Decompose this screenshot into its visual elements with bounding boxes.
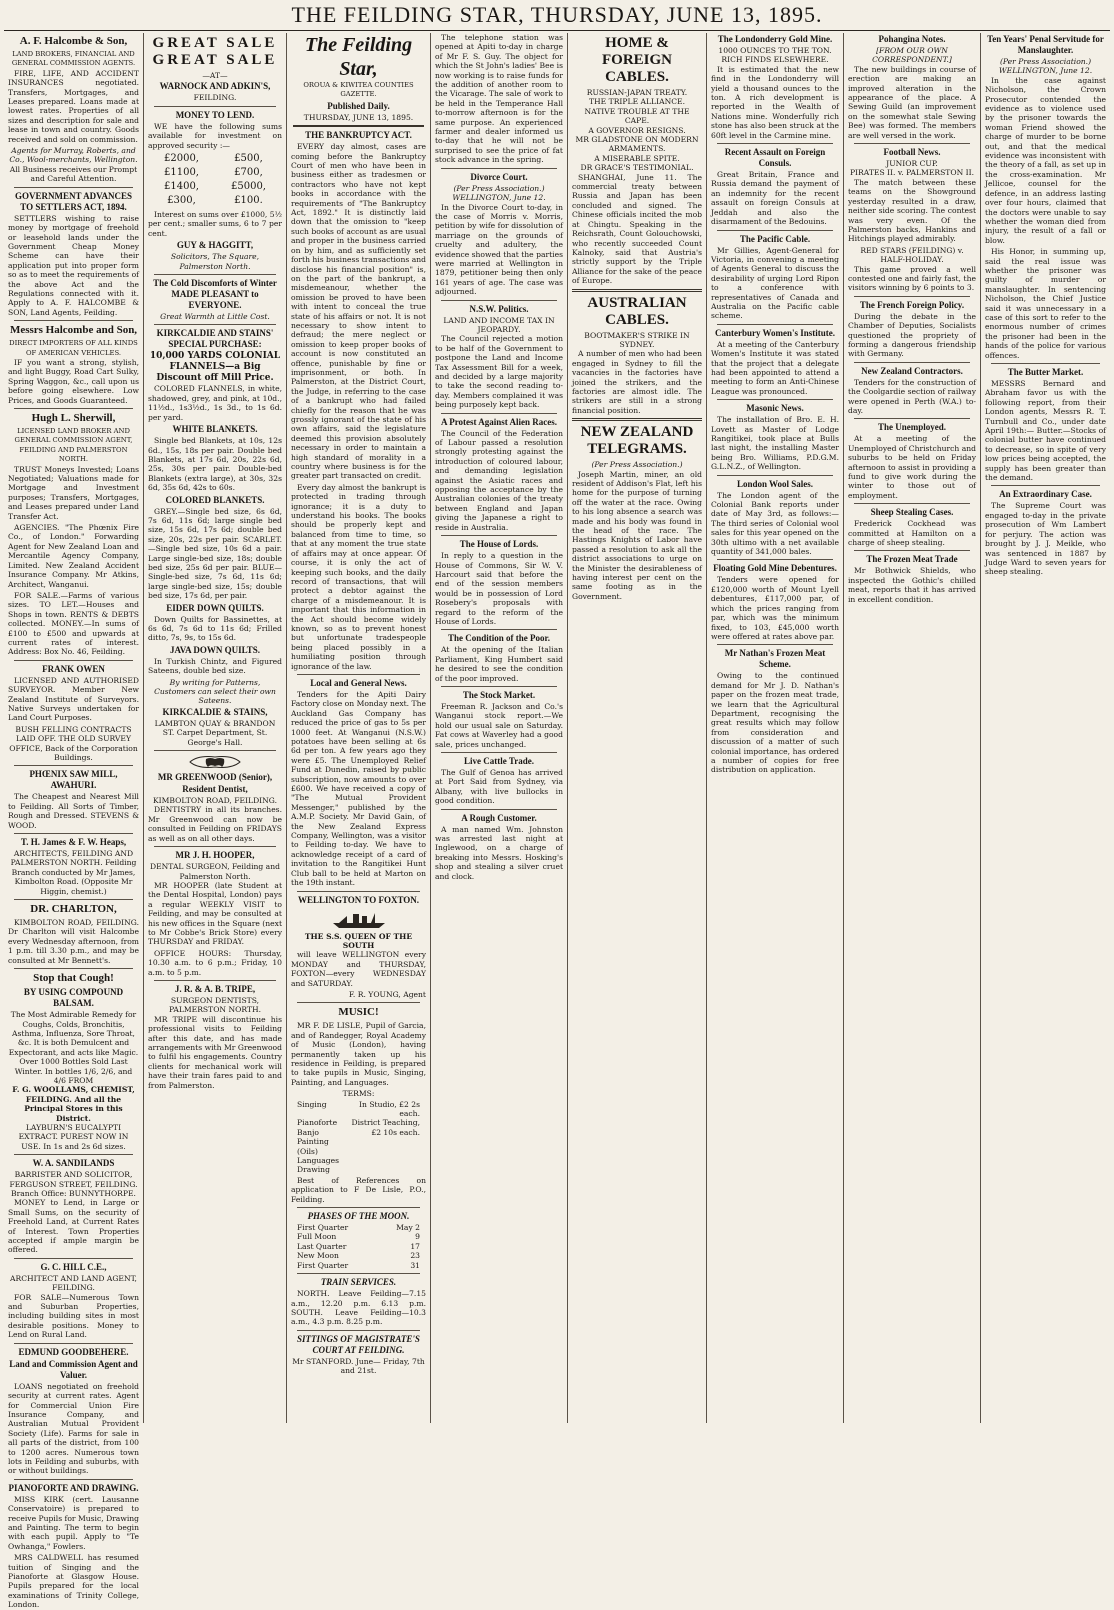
ad-sawmill-body: The Cheapest and Nearest Mill to Feilding. All Sorts of Timber, Rough and Dressed. STEVENS & WOOD.	[8, 792, 139, 830]
lend-interest: Interest on sums over £1000, 5½ per cent.; smaller sums, 6 to 7 per cent.	[148, 210, 282, 238]
football-body-2: This game proved a well contested one and fairly fast, the visitors winning by 6 points to 3.	[848, 264, 976, 293]
local-news-cont: The telephone station was opened at Apiti to-day in charge of Mr F. S. Guy. The object for which the St John's ladies' Bee is now working is to raise funds for the addition of another room to the Vicarage. The sale of work to be held in the Temperance Hall to-morrow afternoon is for the same purpose. An experienced farmer and dealer informed us to-day that he will not be surprised to see the price of fat stock advance in the spring.	[435, 33, 563, 165]
divider	[14, 660, 133, 661]
terms-cell: Banjo	[297, 1127, 319, 1137]
ad-halcombe-sub: LAND BROKERS, FINANCIAL AND GENERAL COMMISSION AGENTS.	[11, 50, 136, 68]
divider	[441, 300, 557, 301]
moon-cell: 17	[410, 1241, 420, 1251]
divider	[154, 846, 276, 847]
penal-title: Ten Years' Penal Servitude for Manslaughter.	[987, 34, 1104, 55]
column-1	[4, 33, 144, 1610]
ad-vehicles-sub: DIRECT IMPORTERS OF ALL KINDS OF AMERICAN VEHICLES.	[9, 339, 138, 357]
pohangina-source: [FROM OUR OWN CORRESPONDENT.]	[872, 46, 952, 65]
australian-body: A number of men who had been engaged in Sydney to fill the vacancies in the factories have joined the strikers, and the factories are almost idle. The strikers are still in a strong financial position.	[572, 349, 702, 415]
divider	[297, 1330, 420, 1331]
ad-halcombe-agent: Agents for Murray, Roberts, and Co., Wool-merchants, Wellington.	[9, 146, 138, 165]
lend-sums	[148, 152, 282, 208]
cw-body: At a meeting of the Canterbury Women's Institute it was stated that the project that a delegate had been appointed to attend a meeting to form an Anti-Chinese League was pronounced.	[711, 339, 839, 396]
ad-goodbehere-title: EDMUND GOODBEHERE.	[18, 1346, 129, 1357]
ad-architects-body: ARCHITECTS, FEILDING AND PALMERSTON NORTH. Feilding Branch conducted by Mr James, Kimbolton Road. (Opposite Mr Higgin, chemist.)	[10, 849, 137, 896]
kirkcaldie2-sub: LAMBTON QUAY & BRANDON ST. Carpet Department, St. George's Hall.	[154, 718, 276, 747]
nsw-sub: LAND AND INCOME TAX IN JEOPARDY.	[443, 315, 555, 334]
java-quilts-title: JAVA DOWN QUILTS.	[169, 644, 261, 655]
great-sale-title: GREAT SALE GREAT SALE	[152, 35, 278, 68]
ship-name: THE S.S. QUEEN OF THE SOUTH	[304, 931, 413, 950]
music-terms: TERMS:	[342, 1089, 375, 1099]
column-6	[707, 33, 844, 1423]
train-title: TRAIN SERVICES.	[320, 1277, 397, 1288]
terms-cell: Painting (Oils)	[297, 1137, 329, 1156]
lend-sum: £100.	[234, 195, 263, 207]
lords-title: The House of Lords.	[459, 539, 539, 550]
divorce-body: In the Divorce Court to-day, in the case of Morris v. Morris, petition by wife for dissolution of marriage on the grounds of cruelty and adultery, the evidence showed that the parties were married at Wellington in 1879, petitioner being then only 161 years of age. The case was adjourned.	[435, 202, 563, 297]
guy-haggitt-sub: Solicitors, The Square, Palmerston North.	[170, 252, 260, 271]
column-7	[844, 33, 981, 1423]
divider	[717, 143, 833, 144]
column-3	[287, 33, 431, 1423]
rough-body: A man named Wm. Johnston was arrested last night at Inglewood, on a charge of breaking into Messrs. Hosking's shop and stealing a silver cruet and clock.	[435, 824, 563, 881]
divider	[854, 503, 970, 504]
contractors-title: New Zealand Contractors.	[861, 365, 963, 376]
ad-owen-body: LICENSED AND AUTHORISED SURVEYOR. Member New Zealand Institute of Surveyors. Native Surveys undertaken for Land Court Purposes.	[8, 675, 139, 723]
terms-cell	[339, 1165, 420, 1174]
divider	[14, 899, 133, 900]
masonic-body: The installation of Bro. E. H. Lovett as Master of Lodge Rangitikei, took place at Bulls last night, the installing Master being Bro. Williams, P.D.G.M. G.L.N.Z., of Wellington.	[711, 415, 839, 472]
greenwood-sub: Resident Dentist,	[182, 784, 248, 795]
train-body: NORTH. Leave Feilding—7.15 a.m., 12.20 p.m. 6.13 p.m. SOUTH. Leave Feilding—10.3 a.m., 4.3 p.m. 8.25 p.m.	[291, 1289, 426, 1327]
pohangina-title: Pohangina Notes.	[878, 34, 946, 44]
hooper-hours: OFFICE HOURS: Thursday, 10.30 a.m. to 6 p.m.; Friday, 10 a.m. to 5 p.m.	[148, 948, 282, 977]
divider	[297, 1207, 420, 1208]
divider	[441, 809, 557, 810]
ad-charlton-title: DR. CHARLTON,	[30, 903, 117, 916]
float-body: Tenders were opened for £120,000 worth of Mount Lyell debentures, £117,000 par, of which the prices ranging from par, which was the minimum fixed, to 103, £45,000 worth were offered at rates above par.	[711, 575, 839, 641]
court-body: Mr STANFORD. June— Friday, 7th and 21st.	[292, 1356, 425, 1376]
cable-head: NATIVE TROUBLE AT THE CAPE.	[584, 106, 690, 126]
terms-cell	[339, 1156, 420, 1165]
divider	[854, 296, 970, 297]
wool-title: London Wool Sales.	[736, 478, 814, 489]
stock-title: The Stock Market.	[462, 689, 536, 700]
greenwood-addr: KIMBOLTON ROAD, FEILDING.	[152, 796, 278, 806]
ad-owen-foot: BUSH FELLING CONTRACTS LAID OFF. THE OLD SURVEY OFFICE, Back of the Corporation Buildings.	[9, 724, 138, 762]
cable-head: THE TRIPLE ALLIANCE.	[588, 97, 685, 107]
issue-date: THURSDAY, JUNE 13, 1895.	[303, 112, 414, 122]
australian-sub: BOOTMAKER'S STRIKE IN SYDNEY.	[584, 330, 690, 349]
sailings-title: WELLINGTON TO FOXTON.	[297, 894, 420, 905]
money-to-lend-title: MONEY TO LEND.	[175, 109, 255, 120]
eider-quilts-body: Down Quilts for Bassinettes, at 6s 6d, 7s 6d to 11s 6d; Frilled ditto, 7s, 9s, to 15s 6d.	[148, 614, 282, 643]
tripe-title: J. R. & A. B. TRIPE,	[174, 983, 256, 994]
divider	[854, 362, 970, 363]
divider	[441, 629, 557, 630]
pacific-body: Mr Gillies, Agent-General for Victoria, in convening a meeting of Agents General to discuss the desirability of urging Lord Ripon to a conference with representatives of Canada and Australia on the Pacific cable scheme.	[711, 245, 839, 321]
divider	[854, 418, 970, 419]
column-4	[431, 33, 568, 1423]
ad-hill-body: FOR SALE—Numerous Town and Suburban Properties, including building sites in most desirable positions. Money to Lend on Rural Land.	[8, 1292, 139, 1340]
ad-sherwill-body: TRUST Moneys Invested; Loans Negotiated; Valuations made for Mortgage and Investment purposes; Transfers, Mortgages, and Leases prepared under Land Transfer Act.	[8, 464, 139, 521]
sheep-title: Sheep Stealing Cases.	[870, 507, 954, 518]
divider	[854, 143, 970, 144]
ad-cough-title: Stop that Cough!	[33, 972, 114, 985]
java-quilts-body: In Turkish Chintz, and Figured Sateens, double bed size.	[148, 656, 282, 676]
divider	[441, 686, 557, 687]
divider	[14, 765, 133, 766]
extraordinary-title: An Extraordinary Case.	[999, 489, 1092, 500]
poor-body: At the opening of the Italian Parliament, King Humbert said he desired to see the condition of the poor improved.	[435, 645, 563, 683]
cw-title: Canterbury Women's Institute.	[714, 327, 836, 338]
ad-sandilands-body: BARRISTER AND SOLICITOR, FERGUSON STREET, FEILDING. Branch Office: BUNNYTHORPE.	[9, 1170, 138, 1198]
sheep-body: Frederick Cockhead was committed at Hamilton on a charge of sheep stealing.	[848, 519, 976, 548]
ad-halcombe-foot: All Business receives our Prompt and Careful Attention.	[9, 164, 138, 184]
ad-owen-title: FRANK OWEN	[42, 663, 105, 674]
divider	[572, 289, 702, 292]
money-to-lend-body: WE have the following sums available for investment on approved security :—	[148, 121, 282, 150]
kirkcaldie-big: 10,000 YARDS COLONIAL FLANNELS—a Big Discount off Mill Price.	[149, 351, 281, 384]
ad-architects-title: T. H. James & F. W. Heaps,	[20, 837, 127, 848]
frozen-body: Mr Bothwick Shields, who inspected the Gothic's chilled meat, reports that it has arrived in excellent condition.	[848, 566, 976, 604]
winter-sub: Great Warmth at Little Cost.	[160, 312, 270, 322]
ad-halcombe-title: A. F. Halcombe & Son,	[19, 35, 128, 47]
ad-sawmill-title: PHŒNIX SAW MILL, AWAHURI.	[29, 769, 118, 791]
divider	[14, 1343, 133, 1344]
divider	[14, 1479, 133, 1480]
masthead: THE FEILDING STAR, THURSDAY, JUNE 13, 1895.	[291, 2, 823, 27]
unemployed-title: The Unemployed.	[877, 422, 946, 433]
great-sale-place: FEILDING.	[193, 93, 237, 103]
music-title: MUSIC!	[338, 1006, 379, 1019]
eider-quilts-title: EIDER DOWN QUILTS.	[166, 602, 264, 613]
divider	[154, 106, 276, 107]
penal-body: In the case against Nicholson, the Crown Prosecutor contended the evidence as to violence used by the prisoner towards the woman Friend showed the charge of murder to be borne out, and that the medical evidence was inconsistent with the theory of a fall, as set up in the cross-examination. Mr Jellicoe, counsel for the defence, in an address lasting over four hours, claimed that the doctors were unable to say whether the woman died from injury, the result of a fall or blow.	[985, 75, 1106, 245]
divider	[14, 1154, 133, 1155]
ad-sherwill-sub: LICENSED LAND BROKER AND GENERAL COMMISSION AGENT, FEILDING AND PALMERSTON NORTH.	[14, 427, 133, 464]
divider	[154, 324, 276, 325]
moon-cell: Last Quarter	[297, 1241, 347, 1251]
divider	[14, 1258, 133, 1259]
butter-body: MESSRS Bernard and Abraham favor us with the following report, from their London agents, Messrs R. T. Turnbull and Co., under date April 19th:— Butter.—Stocks of colonial butter have continued to decrease, so in spite of very low prices being accepted, the supply has been greater than the demand.	[985, 379, 1106, 483]
ad-vehicles-body: IF you want a strong, stylish, and light Buggy, Road Cart Sulky, Spring Waggon, &c., call upon us before going elsewhere. Low Prices, and Goods Guaranteed.	[8, 357, 139, 405]
football-title: Football News.	[883, 147, 941, 158]
court-title: SITTINGS OF MAGISTRATE'S COURT AT FEILDING.	[297, 1333, 420, 1355]
ad-cough-shop: F. G. WOOLLAMS, CHEMIST, FEILDING. And all the Principal Stores in this District.	[12, 1085, 135, 1123]
pohangina-body: The new buildings in course of erection are making an improved alteration in the appearance of the place. A Sewing Guild (an improvement on the somewhat stale Sewing Bee) was formed. The members are well versed in the work.	[848, 64, 976, 140]
cattle-body: The Gulf of Genoa has arrived at Port Said from Sydney, via Albany, with live bullocks in good condition.	[435, 768, 563, 806]
terms-cell: Singing	[297, 1099, 327, 1109]
nz-source: (Per Press Association.)	[591, 460, 683, 470]
terms-cell: £2 10s each.	[371, 1127, 420, 1137]
ad-charlton-body: KIMBOLTON ROAD, FEILDING. Dr Charlton will visit Halcombe every Wednesday afternoon, from 1 p.m. till 3.30 p.m., and may be consulted at Mr Bennett's.	[8, 918, 139, 965]
penal-source: (Per Press Association.) WELLINGTON, June 12.	[998, 57, 1093, 76]
great-sale-at: —AT—	[202, 71, 228, 80]
divider	[991, 363, 1100, 364]
moon-cell: 31	[410, 1260, 420, 1270]
cable-head: MR GLADSTONE ON MODERN ARMAMENTS.	[575, 135, 699, 154]
terms-cell: In Studio, £2 2s each.	[359, 1099, 420, 1118]
terms-cell: District Teaching,	[351, 1118, 420, 1128]
lords-body: In reply to a question in the House of Commons, Sir W. V. Harcourt said that before the end of the session members would be in possession of Lord Rosebery's proposals with regard to the reform of the House of Lords.	[435, 551, 563, 626]
rough-title: A Rough Customer.	[461, 812, 537, 823]
moon-cell: 9	[415, 1232, 420, 1242]
kirkcaldie-body: COLORED FLANNELS, in white, shadowed, grey, and pink, at 10d., 11½d., 1s3½d., 1s 3d., to 1s 6d. per yard.	[148, 384, 282, 422]
ad-halcombe-body: FIRE, LIFE, AND ACCIDENT INSURANCES negotiated. Transfers, Mortgages, and Leases prepared. Loans made at lowest rates. Properties of all sizes and description for sale and lease in town and country. Goods received and sold on commission.	[8, 68, 139, 144]
french-title: The French Foreign Policy.	[859, 299, 965, 310]
divider	[717, 644, 833, 645]
masonic-title: Masonic News.	[746, 403, 804, 414]
bankruptcy-body-2: Every day almost the bankrupt is protected in trading through ignorance; it is a duty to understand his books. The books should be properly kept and balanced from time to time, so that at any moment the true state of affairs may at once appear. Of course, it is only the act of keeping such books, and the daily record of transactions, that will protect a debtor against the charge of a misdemeanour. It is important that this information in the Act should become widely known, so as to prevent honest but unfortunate tradespeople being placed possibly in a humiliating position through ignorance of the law.	[291, 482, 426, 671]
divorce-source: (Per Press Association.) WELLINGTON, June 12.	[452, 183, 546, 203]
ad-sandilands-title: W. A. SANDILANDS	[32, 1158, 115, 1169]
white-blankets-body: Single bed Blankets, at 10s, 12s 6d., 15s, 18s per pair. Double bed Blankets, at 17s 6d, 20s, 22s 6d, 25s, 30s per pair. Double-bed Blankets (extra large), at 30s, 32s 6d, 35s 6d, 42s to 60s.	[148, 436, 282, 493]
consuls-body: Great Britain, France and Russia demand the payment of an indemnity for the recent assault on foreign Consuls at Jeddah and also the disarmament of the Bedouins.	[711, 170, 839, 227]
divider	[297, 891, 420, 892]
divider	[991, 485, 1100, 486]
home-foreign-body: SHANGHAI, June 11. The commercial treaty between Russia and Japan has been concluded and signed. The Chinese officials incited the mob at Chingtu. Speaking in the Reichsrath, Count Golouchowski, who recently succeeded Count Kalnoky, said that Austria's strictly support by the Triple Alliance for the sake of the peace of Europe.	[572, 172, 702, 286]
ad-kirk-title: PIANOFORTE AND DRAWING.	[8, 1482, 139, 1493]
float-title: Floating Gold Mine Debentures.	[713, 563, 837, 574]
ad-caldwell-body: MRS CALDWELL has resumed tuition of Singing and the Pianoforte at Glasgow House. Pupils prepared for the local examinations of Trinity College, London.	[8, 1553, 139, 1610]
ship-body: will leave WELLINGTON every MONDAY and THURSDAY, FOXTON—every WEDNESDAY and SATURDAY.	[291, 950, 426, 988]
nsw-body: The Council rejected a motion to be half of the Government to postpone the Land and Income Tax Assessment Bill for a week, and decided by a large majority to take the second reading to-day. Members complained it was being purposely kept back.	[435, 334, 563, 410]
java-quilts-foot: By writing for Patterns, Customers can select their own Sateens.	[154, 677, 276, 706]
lend-sum: £1400,	[164, 181, 199, 193]
nsw-title: N.S.W. Politics.	[469, 303, 529, 314]
unemployed-body: At a meeting of the Unemployed of Christchurch and suburbs to be held on Friday afternoon to assist in providing a fund to give work during the winter to those out of employment.	[848, 434, 976, 500]
colored-blankets-body: GREY.—Single bed size, 6s 6d, 7s 6d, 11s 6d; large single bed size, 15s 6d, 17s 6d; double bed size, 20s, 22s per pair. SCARLET.—Single bed size, 10s 6d a pair. Large single-bed size, 18s; double bed size, 25s 6d per pair. BLUE—Single-bed size, 7s 6d, 11s 6d; large single-bed size, 15s; double bed size, 17s 6d, per pair.	[148, 506, 282, 601]
moon-cell: First Quarter	[297, 1260, 349, 1270]
ad-govt-title: GOVERNMENT ADVANCES TO SETTLERS ACT, 1894.	[15, 190, 132, 212]
column-5	[568, 33, 707, 1423]
cable-head: A GOVERNOR RESIGNS.	[588, 125, 686, 135]
contractors-body: Tenders for the construction of the Coolgardie section of railway were opened in Perth (W.A.) to-day.	[848, 377, 976, 415]
football-body: The match between these teams on the Showground yesterday resulted in a draw, neither side scoring. The contest was very even. Of the Palmerston backs, Hankins and Hitchings played admirably.	[848, 177, 976, 244]
ad-sherwill-agencies: AGENCIES. "The Phœnix Fire Co., of London." Forwarding Agent for New Zealand Loan and Mercantile Agency Company, Limited. New Zealand Accident Insurance Company. Mr Atkins, Architect, Wanganui.	[8, 523, 139, 589]
divider	[717, 475, 833, 476]
divider	[717, 399, 833, 400]
kirkcaldie2-title: KIRKCALDIE & STAINS,	[162, 706, 268, 717]
kirkcaldie-title: KIRKCALDIE AND STAINS' SPECIAL PURCHASE:	[156, 328, 274, 350]
protest-title: A Protest Against Alien Races.	[440, 416, 558, 427]
divider	[154, 980, 276, 981]
dentist-tooth-icon	[188, 754, 242, 770]
moon-cell: Full Moon	[297, 1232, 337, 1242]
terms-cell: Pianoforte	[297, 1118, 338, 1128]
divider	[441, 752, 557, 753]
nathan-title: Mr Nathan's Frozen Meat Scheme.	[724, 648, 826, 670]
greenwood-title: MR GREENWOOD (Senior),	[157, 772, 273, 783]
divider	[154, 274, 276, 275]
columns	[4, 33, 1110, 1610]
moon-cell: First Quarter	[297, 1223, 349, 1233]
divider	[717, 230, 833, 231]
banner-sub: OROUA & KIWITEA COUNTIES GAZETTE.	[303, 81, 414, 99]
winter-title: The Cold Discomforts of Winter MADE PLEASANT to EVERYONE.	[153, 278, 277, 311]
football-match-2: RED STARS (FEILDING) v. HALF-HOLIDAY.	[860, 245, 964, 265]
moon-title: PHASES OF THE MOON.	[307, 1211, 410, 1222]
published-daily: Published Daily.	[327, 100, 390, 111]
tripe-sub: SURGEON DENTISTS, PALMERSTON NORTH.	[168, 995, 262, 1015]
lend-sum: £1100,	[164, 167, 199, 179]
gold-body: It is estimated that the new find in the Londonderry will yield a thousand ounces to the ton. A rich development is reported in the Wealth of Nations mine. Wonderfully rich stone has also been struck at the 60ft level in the Carmine mine.	[711, 64, 839, 140]
lend-sum: £500,	[234, 153, 263, 165]
great-sale-shop: WARNOCK AND ADKIN'S,	[159, 81, 271, 92]
stock-body: Freeman R. Jackson and Co.'s Wanganui stock report.—We hold our usual sale on Saturday. Fat cows at Waverley had a good sale, prices unchanged.	[435, 701, 563, 749]
divorce-title: Divorce Court.	[470, 171, 528, 182]
lend-sum: £5000,	[231, 181, 266, 193]
extraordinary-body: The Supreme Court was engaged to-day in the private prosecution of Wm Lambert for perjury. The action was brought by J. J. Meikle, who was sentenced in 1887 by Judge Ward to seven years for sheep stealing.	[985, 501, 1106, 577]
ship-agent: F. R. YOUNG, Agent	[348, 989, 426, 999]
french-body: During the debate in the Chamber of Deputies, Socialists questioned the propriety of forming a dangerous friendship with Germany.	[848, 311, 976, 359]
steamship-icon	[329, 908, 389, 930]
bankruptcy-body: EVERY day almost, cases are coming before the Bankruptcy Court of men who have been in business either as tradesmen or contractors who have not kept books in accordance with the requirements of "The Bankruptcy Act, 1892." It is distinctly laid down that the omission to "keep such books of account as are usual and proper in the business carried on by him, and as sufficiently set forth his business transactions and disclose his financial position" is, on the part of the bankrupt, a misdemeanour, whether the omission be proved to have been with intent to conceal the true state of his affairs or not. It is not necessary to show intent to defraud; the mere neglect or omission to keep proper books of account is now constituted an offence, punishable by fine or imprisonment, or both. In Palmerston, at the District Court, the Judge, in referring to the case of a bankrupt who had failed chiefly for the reason that he was grossly ignorant of the state of his own affairs, said the legislature deemed this provision absolutely necessary in order to maintain a high standard of morality in a country where business is for the greater part transacted on credit.	[291, 142, 426, 481]
ad-vehicles-title: Messrs Halcombe and Son,	[9, 324, 138, 337]
cable-head: A MISERABLE SPITE.	[594, 153, 680, 163]
home-foreign-title: HOME & FOREIGN CABLES.	[601, 35, 672, 85]
divider	[297, 1002, 420, 1003]
terms-cell: Languages	[297, 1156, 339, 1166]
tripe-body: MR TRIPE will discontinue his professional visits to Feilding after this date, and has made arrangements with Mr Greenwood to fulfil his engagements. Country clients for mechanical work will have their train fares paid to and from Palmerston.	[148, 1014, 282, 1090]
moon-cell: New Moon	[297, 1251, 339, 1261]
lend-sum: £2000,	[164, 153, 199, 165]
hooper-body: MR HOOPER (late Student at the Dental Hospital, London) pays a regular WEEKLY VISIT to Feilding, and may be consulted at his new offices in the Square (next to Mr Cobbe's Brick Store) every THURSDAY and FRIDAY.	[148, 880, 282, 947]
ad-govt-body: SETTLERS wishing to raise money by mortgage of freehold or leasehold lands under the Government Cheap Money Scheme can have their application put into proper form so as to meet the requirements of the above Act and the Regulations connected with it. Apply to A. F. HALCOMBE & SON, Land Agents, Feilding.	[8, 213, 139, 317]
colored-blankets-title: COLORED BLANKETS.	[165, 494, 265, 505]
pacific-title: The Pacific Cable.	[739, 233, 811, 244]
protest-body: The Council of the Federation of Labour passed a resolution strongly protesting against the introduction of coloured labour, and demanding legislation against the Asiatic races and opposing the acceptance by the Australian colonies of the treaty between England and Japan giving the Japanese a right to reside in Australia.	[435, 428, 563, 532]
nathan-body: Owing to the continued demand for Mr J. D. Nathan's paper on the frozen meat trade, we learn that the Agricultural Department, recognising the great results which may follow from consideration and discussion of a matter of such colonial importance, has ordered a number of copies for free distribution on application.	[711, 671, 839, 775]
ad-sherwill-list: FOR SALE.—Farms of various sizes. TO LET.—Houses and Shops in town. RENTS & DEBTS collected. MONEY.—In sums of £100 to £500 and upwards at current rates of interest. Address: Box No. 46, Feilding.	[8, 590, 139, 657]
divider	[441, 535, 557, 536]
frozen-title: The Frozen Meat Trade	[866, 554, 958, 565]
moon-cell: May 2	[396, 1223, 420, 1233]
divider	[14, 187, 133, 188]
divider	[717, 324, 833, 325]
divider	[14, 408, 133, 409]
ad-kirk-body: MISS KIRK (cert. Lausanne Conservatoire) is prepared to receive Pupils for Music, Drawing and Painting. The term to begin with each pupil. Apply to "Te Owhanga," Fowlers.	[8, 1494, 139, 1551]
ad-hill-sub: ARCHITECT AND LAND AGENT, FEILDING.	[10, 1273, 137, 1293]
ad-sandilands-text: MONEY to Lend, in Large or Small Sums, on the security of Freehold Land, at Current Rates of Interest. Town Properties accepted if ample margin be offered.	[8, 1198, 139, 1255]
football-sub: JUNIOR CUP.	[886, 159, 938, 169]
ad-cough-sub: BY USING COMPOUND BALSAM.	[23, 987, 124, 1009]
greenwood-body: DENTISTRY in all its branches. Mr Greenwood can now be consulted in Feilding on FRIDAYS as well as on all other days.	[148, 805, 282, 843]
australian-title: AUSTRALIAN CABLES.	[587, 294, 687, 328]
moon-cell: 23	[410, 1251, 420, 1261]
bankruptcy-title: THE BANKRUPTCY ACT.	[305, 130, 412, 141]
music-foot: Best of References on application to F De Lisle, P.O., Feilding.	[291, 1175, 426, 1204]
poor-title: The Condition of the Poor.	[448, 633, 550, 644]
local-news-body: Tenders for the Apiti Dairy Factory close on Monday next. The Auckland Gas Company has reduced the price of gas to 5s per 1000 feet. At Wanganui (N.S.W.) potatoes have been selling at 6s 6d per ton. A few years ago they were £5. The Unemployed Relief Fund at Dunedin, raised by public subscription, now amounts to over £600. We have received a copy of "The Mutual Provident Messenger," published by the A.M.P. Society. Mr David Gain, of the New Zealand Express Company, Wellington, was a visitor to Feilding to-day. We have to acknowledge receipt of a card of invitation to the Rangitikei Hunt Club ball to be held at Marton on the 19th instant.	[291, 689, 426, 888]
gold-title: The Londonderry Gold Mine.	[717, 34, 833, 44]
column-8	[981, 33, 1110, 1423]
banner-title: The Feilding Star,	[304, 34, 413, 80]
nz-telegrams-title: NEW ZEALAND TELEGRAMS.	[580, 424, 694, 458]
hooper-sub: DENTAL SURGEON, Feilding and Palmerston North.	[150, 862, 280, 881]
ad-goodbehere-sub: Land and Commission Agent and Valuer.	[9, 1358, 138, 1380]
masthead-rule	[4, 30, 1110, 31]
cable-head: RUSSIAN-JAPAN TREATY.	[586, 88, 688, 97]
ad-layburn: LAYBURN'S EUCALYPTI EXTRACT. PUREST NOW IN USE. In 1s and 2s 6d sizes.	[18, 1122, 129, 1151]
column-2	[144, 33, 287, 1423]
divider	[14, 320, 133, 321]
terms-cell: Drawing	[297, 1165, 330, 1175]
divider	[14, 968, 133, 969]
nz-body: Joseph Martin, miner, an old resident of Addison's Flat, left his home for the purpose of turning off the water at the race. Owing to his long absence a search was made and his body was found in the head of the race. The Hastings Knights of Labor have passed a resolution to ask all the district associations to urge on the Minister the desirableness of having interest per cent on the same footing as in the Government.	[572, 469, 702, 601]
lend-sum: £300,	[167, 195, 196, 207]
divider	[154, 750, 276, 751]
ad-hill-title: G. C. HILL C.E.,	[40, 1261, 107, 1272]
divider	[441, 413, 557, 414]
gold-sub: 1000 OUNCES TO THE TON. RICH FINDS ELSEWHERE.	[718, 46, 832, 65]
divider	[14, 833, 133, 834]
ad-goodbehere-body: LOANS negotiated on freehold security at current rates. Agent for Commercial Union Fire Insurance Company, and Australian Mutual Provident Society (Life). Farms for sale in all parts of the district, from 100 to 1200 acres. Numerous town lots in Feilding and suburbs, with or without buildings.	[8, 1381, 139, 1476]
divider	[854, 550, 970, 551]
guy-haggitt-title: GUY & HAGGITT,	[176, 240, 254, 251]
local-news-title: Local and General News.	[310, 677, 407, 688]
consuls-title: Recent Assault on Foreign Consuls.	[724, 147, 826, 169]
ad-cough-body: The Most Admirable Remedy for Coughs, Colds, Bronchitis, Asthma, Influenza, Sore Throat, &c. It is both Demulcent and Expectorant, and acts like Magic. Over 1000 Bottles Sold Last Winter. In bottles 1/6, 2/6, and 4/6 FROM	[8, 1010, 139, 1085]
divider	[297, 674, 420, 675]
music-body: MR F. DE LISLE, Pupil of Garcia, and of Randegger, Royal Academy of Music (London), having permanently taken up his residence in Feilding, is prepared to take pupils in Music, Singing, Painting, and Languages.	[291, 1021, 426, 1087]
football-match: PIRATES II. v. PALMERSTON II.	[849, 168, 975, 178]
music-terms-table	[297, 1100, 420, 1175]
hooper-title: MR J. H. HOOPER,	[175, 850, 255, 861]
butter-title: The Butter Market.	[1007, 367, 1084, 377]
cattle-title: Live Cattle Trade.	[464, 756, 534, 766]
penal-body-2: His Honor, in summing up, said the real issue was whether the prisoner was guilty of murder or manslaughter. In sentencing Nicholson, the Chief Justice said it was unnecessary in a case of this sort to refer to the enormous number of crimes the prisoner had been in the hands of the police for various offences.	[985, 247, 1106, 360]
divider	[441, 168, 557, 169]
white-blankets-title: WHITE BLANKETS.	[172, 424, 258, 435]
terms-cell	[339, 1137, 420, 1156]
lend-sum: £700,	[234, 167, 263, 179]
divider	[717, 559, 833, 560]
divider	[297, 1273, 420, 1274]
cable-head: DR GRACE'S TESTIMONIAL.	[580, 163, 694, 173]
wool-body: The London agent of the Colonial Bank reports under date of May 3rd, as follows:—The third series of Colonial wool sales for this year opened on the 30th ultimo with a net available quantity of 341,000 bales.	[711, 490, 839, 557]
ad-sherwill-title: Hugh L. Sherwill,	[31, 412, 116, 424]
divider	[572, 418, 702, 421]
moon-table	[297, 1223, 420, 1270]
divider	[293, 125, 424, 127]
